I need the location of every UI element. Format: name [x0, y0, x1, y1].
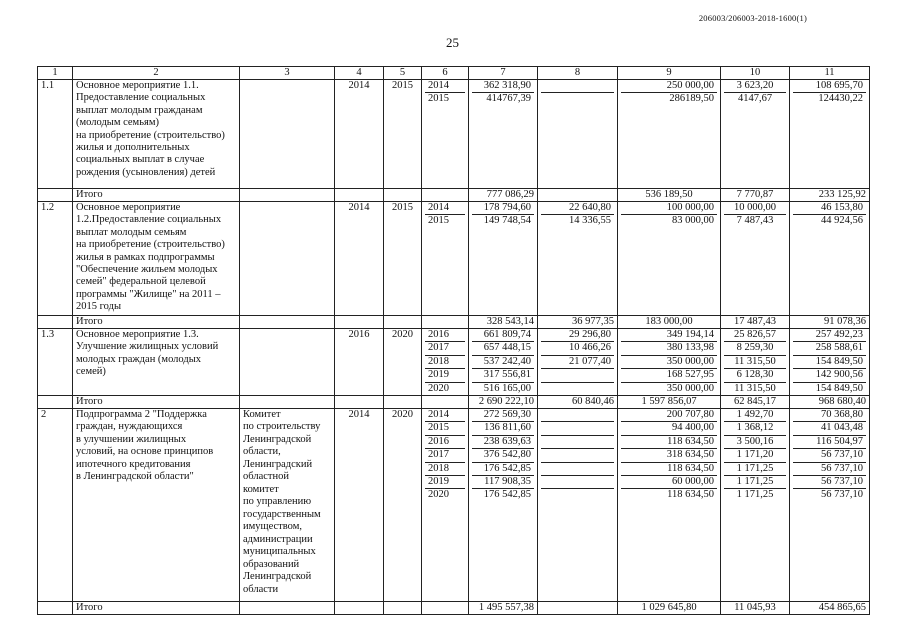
column-header: 6: [422, 67, 469, 80]
amount-col10: 4147,67: [737, 93, 773, 105]
amount-col8: 22 640,80: [541, 202, 614, 215]
total-empty-cell: [422, 601, 469, 614]
document-number: 206003/206003-2018-1600(1): [698, 13, 807, 23]
total-col7: 777 086,29: [469, 189, 538, 202]
total-empty-cell: [240, 601, 335, 614]
yearly-values-cell: [422, 202, 469, 316]
total-empty-cell: [240, 316, 335, 329]
budget-table: [37, 66, 870, 615]
amount-col11: 56 737,10: [793, 449, 866, 462]
amount-col8: [541, 463, 614, 476]
page-number: 25: [446, 35, 459, 50]
total-empty-cell: [38, 189, 73, 202]
column-header: 7: [469, 67, 538, 80]
amount-col8: [541, 80, 614, 93]
year-value: 2020: [428, 382, 449, 394]
activity-number: 1.2: [38, 202, 73, 316]
total-empty-cell: [335, 189, 384, 202]
total-col11: 91 078,36: [790, 316, 870, 329]
amount-col9: 118 634,50: [667, 489, 714, 501]
total-label: Итого: [73, 395, 240, 408]
total-row: [38, 601, 870, 614]
start-year: 2014: [335, 80, 384, 189]
amount-col10: 8 259,30: [724, 342, 786, 355]
total-empty-cell: [335, 395, 384, 408]
amount-col9: 380 133,98: [621, 342, 717, 355]
total-col7: 2 690 222,10: [469, 395, 538, 408]
amount-col7: 176 542,85: [472, 463, 534, 476]
total-col11: 233 125,92: [790, 189, 870, 202]
amount-col11: 257 492,23: [793, 329, 866, 342]
table-body: [38, 67, 870, 615]
total-col11: 968 680,40: [790, 395, 870, 408]
amount-col10: 11 315,50: [724, 356, 786, 369]
activity-row: [38, 329, 870, 396]
amount-col11: 258 588,61: [793, 342, 866, 355]
total-col8: 36 977,35: [538, 316, 618, 329]
amount-col9: 350 000,00: [621, 356, 717, 369]
yearly-values-cell: [790, 80, 870, 189]
year-value: 2016: [425, 436, 465, 449]
responsible-organization: [240, 80, 335, 189]
year-value: 2019: [425, 476, 465, 489]
total-empty-cell: [335, 316, 384, 329]
yearly-values-cell: [618, 202, 721, 316]
total-empty-cell: [422, 395, 469, 408]
year-value: 2014: [425, 409, 465, 422]
amount-col9: 250 000,00: [621, 80, 717, 93]
amount-col11: 116 504,97: [793, 436, 866, 449]
year-value: 2018: [425, 356, 465, 369]
year-value: 2017: [425, 449, 465, 462]
amount-col11: 46 153,80: [793, 202, 866, 215]
amount-col11: 56 737,10: [821, 489, 863, 501]
column-header-row: [38, 67, 870, 80]
activity-number: 1.3: [38, 329, 73, 396]
year-value: 2014: [425, 80, 465, 93]
year-value: 2017: [425, 342, 465, 355]
total-label: Итого: [73, 316, 240, 329]
column-header: 4: [335, 67, 384, 80]
amount-col10: 1 171,25: [724, 476, 786, 489]
amount-col7: 178 794,60: [472, 202, 534, 215]
yearly-values-cell: [469, 202, 538, 316]
year-value: 2014: [425, 202, 465, 215]
amount-col8: [541, 409, 614, 422]
column-header: 8: [538, 67, 618, 80]
total-empty-cell: [384, 395, 422, 408]
amount-col7: 136 811,60: [472, 422, 534, 435]
total-col8: [538, 189, 618, 202]
yearly-values-cell: [790, 202, 870, 316]
amount-col9: 60 000,00: [621, 476, 717, 489]
amount-col8: [541, 476, 614, 489]
amount-col11: 124430,22: [818, 93, 863, 105]
yearly-values-cell: [790, 329, 870, 396]
amount-col11: 56 737,10: [793, 463, 866, 476]
total-col10: 17 487,43: [721, 316, 790, 329]
amount-col7: 657 448,15: [472, 342, 534, 355]
total-col9: 1 597 856,07: [618, 395, 721, 408]
yearly-values-cell: [618, 408, 721, 601]
yearly-values-cell: [538, 202, 618, 316]
amount-col8: [541, 369, 614, 382]
amount-col10: 25 826,57: [724, 329, 786, 342]
amount-col10: 6 128,30: [724, 369, 786, 382]
amount-col8: 21 077,40: [541, 356, 614, 369]
total-label: Итого: [73, 601, 240, 614]
amount-col9: 168 527,95: [621, 369, 717, 382]
amount-col7: 516 165,00: [483, 382, 531, 394]
year-value: 2015: [425, 422, 465, 435]
end-year: 2020: [384, 408, 422, 601]
amount-col10: 3 500,16: [724, 436, 786, 449]
total-col9: 536 189,50: [618, 189, 721, 202]
column-header: 2: [73, 67, 240, 80]
yearly-values-cell: [618, 329, 721, 396]
total-col8: 60 840,46: [538, 395, 618, 408]
yearly-values-cell: [422, 329, 469, 396]
amount-col7: 661 809,74: [472, 329, 534, 342]
activity-number: 2: [38, 408, 73, 601]
year-value: 2016: [425, 329, 465, 342]
amount-col8: [541, 93, 614, 105]
amount-col7: 272 569,30: [472, 409, 534, 422]
amount-col9: 83 000,00: [672, 215, 714, 227]
start-year: 2014: [335, 408, 384, 601]
total-empty-cell: [38, 316, 73, 329]
yearly-values-cell: [618, 80, 721, 189]
yearly-values-cell: [469, 329, 538, 396]
total-label: Итого: [73, 189, 240, 202]
yearly-values-cell: [538, 408, 618, 601]
total-col10: 7 770,87: [721, 189, 790, 202]
activity-row: [38, 408, 870, 601]
amount-col7: 117 908,35: [472, 476, 534, 489]
yearly-values-cell: [721, 408, 790, 601]
amount-col9: 100 000,00: [621, 202, 717, 215]
amount-col10: 1 171,25: [736, 489, 774, 501]
year-value: 2019: [425, 369, 465, 382]
total-col10: 62 845,17: [721, 395, 790, 408]
amount-col7: 149 748,54: [483, 215, 531, 227]
total-empty-cell: [38, 395, 73, 408]
total-col7: 328 543,14: [469, 316, 538, 329]
amount-col11: 41 043,48: [793, 422, 866, 435]
amount-col9: 118 634,50: [621, 463, 717, 476]
activity-description: Основное мероприятие 1.3. Улучшение жилищных условий молодых граждан (молодых семей): [73, 329, 240, 396]
total-empty-cell: [240, 395, 335, 408]
activity-number: 1.1: [38, 80, 73, 189]
column-header: 5: [384, 67, 422, 80]
total-row: [38, 189, 870, 202]
amount-col7: 317 556,81: [472, 369, 534, 382]
amount-col9: 200 707,80: [621, 409, 717, 422]
total-empty-cell: [384, 601, 422, 614]
amount-col10: 11 315,50: [734, 382, 776, 394]
amount-col11: 44 924,56: [821, 215, 863, 227]
amount-col10: 1 368,12: [724, 422, 786, 435]
amount-col9: 349 194,14: [621, 329, 717, 342]
activity-description: Основное мероприятие 1.2.Предоставление социальных выплат молодым семьям на приобретение (строительство) жилья в рамках подпрограммы "Обеспечение жильем молодых семей" федеральной целевой программы "Жилище" на 2011 – 2015 годы: [73, 202, 240, 316]
amount-col9: 350 000,00: [666, 382, 714, 394]
activity-description: Подпрограмма 2 "Поддержка граждан, нуждающихся в улучшении жилищных условий, на основе принципов ипотечного кредитования в Ленинградской области": [73, 408, 240, 601]
year-value: 2020: [428, 489, 449, 501]
year-value: 2015: [428, 93, 449, 105]
year-value: 2018: [425, 463, 465, 476]
start-year: 2014: [335, 202, 384, 316]
amount-col10: 3 623,20: [724, 80, 786, 93]
responsible-organization: [240, 329, 335, 396]
amount-col7: 376 542,80: [472, 449, 534, 462]
start-year: 2016: [335, 329, 384, 396]
amount-col8: [541, 449, 614, 462]
column-header: 11: [790, 67, 870, 80]
amount-col10: 10 000,00: [724, 202, 786, 215]
activity-description: Основное мероприятие 1.1. Предоставление социальных выплат молодым гражданам (молодым семьям) на приобретение (строительство) жилья и дополнительных социальных выплат в случае рождения (усыновления) детей: [73, 80, 240, 189]
amount-col9: 118 634,50: [621, 436, 717, 449]
amount-col10: 1 171,20: [724, 449, 786, 462]
amount-col11: 154 849,50: [793, 356, 866, 369]
amount-col11: 56 737,10: [793, 476, 866, 489]
amount-col8: [541, 489, 614, 501]
amount-col11: 108 695,70: [793, 80, 866, 93]
yearly-values-cell: [721, 329, 790, 396]
column-header: 10: [721, 67, 790, 80]
column-header: 9: [618, 67, 721, 80]
total-col9: 183 000,00: [618, 316, 721, 329]
amount-col10: 1 171,25: [724, 463, 786, 476]
total-col9: 1 029 645,80: [618, 601, 721, 614]
amount-col9: 318 634,50: [621, 449, 717, 462]
amount-col7: 176 542,85: [483, 489, 531, 501]
responsible-organization: Комитет по строительству Ленинградской области, Ленинградский областной комитет по управлению государственным имуществом, администрации муниципальных образований Ленинградской области: [240, 408, 335, 601]
column-header: 1: [38, 67, 73, 80]
total-row: [38, 316, 870, 329]
amount-col11: 70 368,80: [793, 409, 866, 422]
end-year: 2020: [384, 329, 422, 396]
amount-col8: [541, 422, 614, 435]
total-empty-cell: [384, 189, 422, 202]
amount-col11: 154 849,50: [815, 382, 863, 394]
total-empty-cell: [240, 189, 335, 202]
total-row: [38, 395, 870, 408]
yearly-values-cell: [538, 329, 618, 396]
activity-row: [38, 80, 870, 189]
total-col7: 1 495 557,38: [469, 601, 538, 614]
amount-col8: [541, 383, 614, 395]
end-year: 2015: [384, 202, 422, 316]
yearly-values-cell: [469, 408, 538, 601]
yearly-values-cell: [469, 80, 538, 189]
total-empty-cell: [384, 316, 422, 329]
total-empty-cell: [422, 316, 469, 329]
yearly-values-cell: [721, 202, 790, 316]
total-col8: [538, 601, 618, 614]
yearly-values-cell: [422, 408, 469, 601]
end-year: 2015: [384, 80, 422, 189]
activity-row: [38, 202, 870, 316]
yearly-values-cell: [790, 408, 870, 601]
amount-col8: 14 336,55: [569, 215, 611, 227]
amount-col7: 414767,39: [486, 93, 531, 105]
total-empty-cell: [38, 601, 73, 614]
total-empty-cell: [422, 189, 469, 202]
amount-col7: 362 318,90: [472, 80, 534, 93]
amount-col9: 286189,50: [669, 93, 714, 105]
amount-col11: 142 900,56: [793, 369, 866, 382]
amount-col9: 94 400,00: [621, 422, 717, 435]
amount-col8: 29 296,80: [541, 329, 614, 342]
year-value: 2015: [428, 215, 449, 227]
amount-col10: 1 492,70: [724, 409, 786, 422]
amount-col10: 7 487,43: [736, 215, 774, 227]
responsible-organization: [240, 202, 335, 316]
yearly-values-cell: [422, 80, 469, 189]
amount-col7: 238 639,63: [472, 436, 534, 449]
yearly-values-cell: [721, 80, 790, 189]
amount-col8: 10 466,26: [541, 342, 614, 355]
amount-col7: 537 242,40: [472, 356, 534, 369]
column-header: 3: [240, 67, 335, 80]
total-col10: 11 045,93: [721, 601, 790, 614]
yearly-values-cell: [538, 80, 618, 189]
total-empty-cell: [335, 601, 384, 614]
amount-col8: [541, 436, 614, 449]
total-col11: 454 865,65: [790, 601, 870, 614]
